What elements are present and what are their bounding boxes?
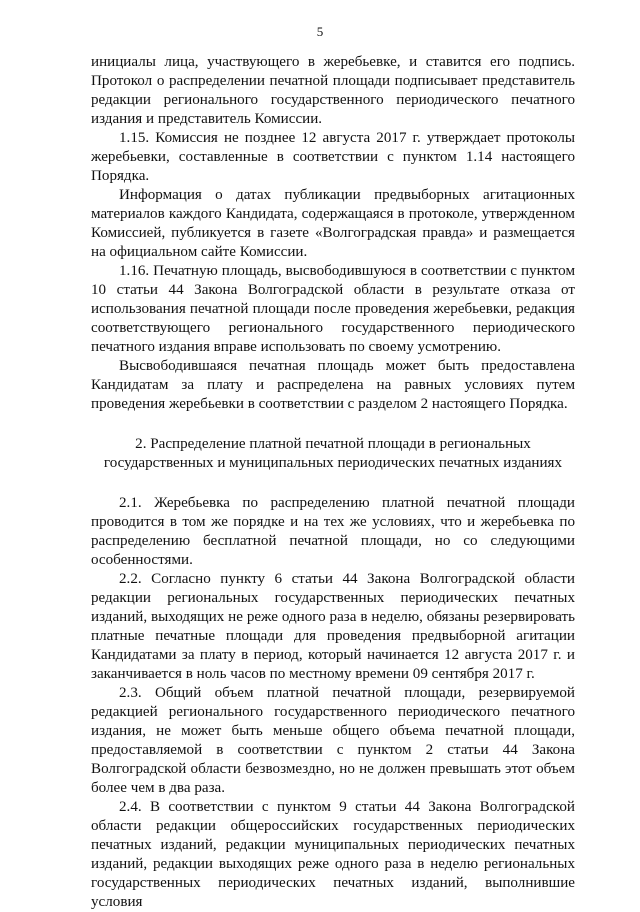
paragraph-2-3: 2.3. Общий объем платной печатной площади, резервируемой редакцией регионального государственного периодического печатного издания, не может быть меньше общего объема печатной площади, предоставляемой в соответствии с пунктом 2 статьи 44 Закона Волгоградской области безвозмездно, но не должен превышать этот объем более чем в два раза. <box>91 685 575 796</box>
paragraph-2-4: 2.4. В соответствии с пунктом 9 статьи 44 Закона Волгоградской области редакции общероссийских государственных периодических печатных изданий, редакции муниципальных периодических печатных изданий, редакции выходящих реже одного раза в неделю региональных государственных периодических печатных изданий, выполнившие условия <box>91 799 575 910</box>
paragraph-1-16: 1.16. Печатную площадь, высвободившуюся в соответствии с пунктом 10 статьи 44 Закона Волгоградской области в результате отказа от использования печатной площади после проведения жеребьевки, редакция соответствующего регионального государственного периодического печатного издания вправе использовать по своему усмотрению. <box>91 263 575 355</box>
document-body <box>91 53 575 912</box>
paragraph-2-2: 2.2. Согласно пункту 6 статьи 44 Закона Волгоградской области редакции региональных государственных периодических печатных изданий, выходящих не реже одного раза в неделю, обязаны резервировать платные печатные площади для проведения предвыборной агитации Кандидатами за плату в период, который начинается 12 августа 2017 г. и заканчивается в ноль часов по местному времени 09 сентября 2017 г. <box>91 571 575 682</box>
paragraph-1-15: 1.15. Комиссия не позднее 12 августа 2017 г. утверждает протоколы жеребьевки, составленные в соответствии с пунктом 1.14 настоящего Порядка. <box>91 130 575 184</box>
paragraph-continuation: инициалы лица, участвующего в жеребьевке, и ставится его подпись. Протокол о распределении печатной площади подписывает представитель редакции регионального государственного периодического печатного издания и представитель Комиссии. <box>91 54 575 127</box>
page-number: 5 <box>316 24 324 39</box>
paragraph-2-1: 2.1. Жеребьевка по распределению платной печатной площади проводится в том же порядке и на тех же условиях, что и жеребьевка по распределению бесплатной печатной площади, но со следующими особенностями. <box>91 495 575 568</box>
section-heading-line-2: государственных и муниципальных периодических печатных изданиях <box>103 455 563 471</box>
section-heading-2 <box>91 435 575 473</box>
section-heading-line-1: 2. Распределение платной печатной площади в региональных <box>135 436 531 452</box>
paragraph-freed-space: Высвободившаяся печатная площадь может быть предоставлена Кандидатам за плату и распределена на равных условиях путем проведения жеребьевки в соответствии с разделом 2 настоящего Порядка. <box>91 358 575 412</box>
paragraph-publication-info: Информация о датах публикации предвыборных агитационных материалов каждого Кандидата, содержащаяся в протоколе, утвержденном Комиссией, публикуется в газете «Волгоградская правда» и размещается на официальном сайте Комиссии. <box>91 187 575 260</box>
